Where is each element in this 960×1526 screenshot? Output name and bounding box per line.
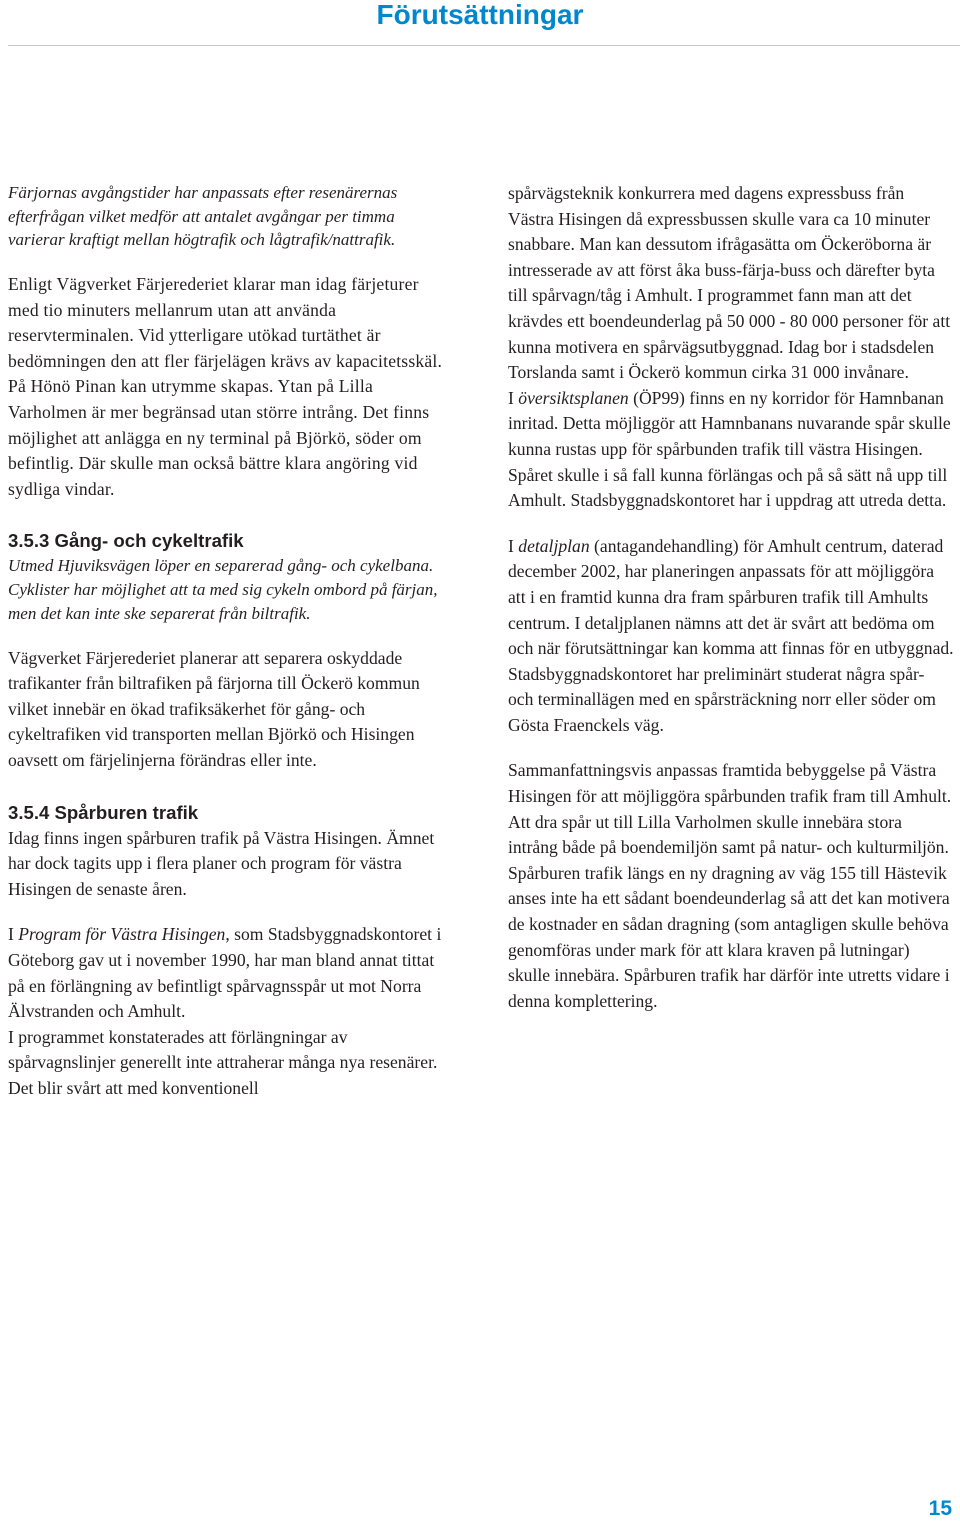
program-paragraph-start: I [8, 924, 19, 945]
header-divider [8, 45, 960, 46]
program-paragraph [8, 922, 454, 1024]
rail-intro-paragraph: Idag finns ingen spårburen trafik på Västra Hisingen. Ämnet har dock tagits upp i flera planer och program för västra Hisingen de senaste åren. [8, 827, 435, 899]
summary-paragraph: Sammanfattningsvis anpassas framtida bebyggelse på Västra Hisingen för att möjliggöra spårbunden trafik fram till Amhult. Att dra spår ut till Lilla Varholmen skulle innebära stora intrång både på boendemiljön samt på natur- och kulturmiljön. Spårburen trafik längs en ny dragning av väg 155 till Hästevik anses inte ha ett sådant boendeunderlag så att det kan motivera de kostnader en sådan dragning (som antagligen skulle behöva genomföras under mark för att klara kraven på lutningar) skulle innebära. Spårburen trafik har därför inte utretts vidare i denna komplettering. [508, 760, 952, 1011]
page-number: 15 [928, 1497, 952, 1520]
ferry-capacity-paragraph: Enligt Vägverket Färjerederiet klarar man idag färjeturer med tio minuters mellanrum utan att använda reservterminalen. Vid ytterligare utökad turtäthet är bedömningen den att fler färjelägen krävs av kapacitetsskäl. På Hönö Pinan kan utrymme skapas. Ytan på Lilla Varholmen är mer begränsad utan större intrång. Det finns möjlighet att anlägga en ny terminal på Björkö, söder om befintlig. Där skulle man också bättre klara angöring vid sydliga vindar. [8, 274, 443, 499]
right-column [508, 181, 954, 1034]
section-3-5-3-ingress: Utmed Hjuviksvägen löper en separerad gång- och cykelbana. Cyklister har möjlighet att ta med sig cykeln ombord på färjan, men det kan inte ske separerat från biltrafik. [8, 556, 438, 623]
overview-plan-start: I [508, 387, 519, 408]
express-bus-paragraph: spårvägsteknik konkurrera med dagens expressbuss från Västra Hisingen då expressbussen skulle vara ca 10 minuter snabbare. Man kan dessutom ifrågasätta om Öckeröborna är intresserade av att först åka buss-färja-buss och därefter byta till spårvagn/tåg i Amhult. I programmet fann man att det krävdes ett boendeunderlag på 50 000 - 80 000 personer för att kunna motivera en spårvägsutbyggnad. Idag bor i stadsdelen Torslanda samt i Öckerö kommun cirka 31 000 invånare. [508, 183, 951, 383]
intro-paragraph: Färjornas avgångstider har anpassats efter resenärernas efterfrågan vilket medför att antalet avgångar per timma varierar kraftigt mellan högtrafik och lågtrafik/nattrafik. [8, 183, 398, 250]
program-title: Program för Västra Hisingen [18, 924, 226, 945]
detail-plan-start: I [508, 535, 519, 556]
program-conclusion-paragraph: I programmet konstaterades att förlängningar av spårvagnslinjer generellt inte attraherar många nya resenärer. Det blir svårt att med konventionell [8, 1026, 438, 1098]
page-header [0, 0, 960, 48]
section-heading-3-5-4: 3.5.4 Spårburen trafik [8, 801, 199, 823]
program-paragraph-rest: , som Stadsbyggnadskontoret i Göteborg gav ut i november 1990, har man bland annat tittat på en förlängning av befintligt spårvagnsspår ut mot Norra Älvstranden och Amhult. [8, 924, 442, 1022]
detail-plan-title: detaljplan [518, 535, 590, 556]
overview-plan-rest: (ÖP99) finns en ny korridor för Hamnbanan inritad. Detta möjliggör att Hamnbanans nuvarande spår skulle kunna rustas upp för spårbunden trafik till västra Hisingen. Spåret skulle i så fall kunna förlängas och på så sätt nå upp till Amhult. Stadsbyggnadskontoret har i uppdrag att utreda detta. [508, 387, 951, 511]
page-title: Förutsättningar [376, 0, 584, 30]
section-heading-3-5-3: 3.5.3 Gång- och cykeltrafik [8, 530, 244, 552]
detail-plan-rest: (antagandehandling) för Amhult centrum, daterad december 2002, har planeringen anpassats för att möjliggöra att i en framtid kunna dra fram spårburen trafik till Amhults centrum. I detaljplanen nämns att det är svårt att bedöma om och när förutsättningar kan komma att finnas för en utbyggnad. Stadsbyggnadskontoret har preliminärt studerat några spår- och terminallägen med en spårsträckning norr eller söder om Gösta Fraenckels väg. [508, 535, 954, 735]
overview-plan-title: översiktsplanen [518, 387, 629, 408]
left-column [8, 181, 454, 1101]
ferry-separation-paragraph: Vägverket Färjerederiet planerar att separera oskyddade trafikanter från biltrafiken på färjorna till Öckerö kommun vilket innebär en ökad trafiksäkerhet för gång- och cykeltrafiken vid transporten mellan Björkö och Hisingen oavsett om färjelinjerna förändras eller inte. [8, 647, 420, 770]
detail-plan-paragraph [508, 534, 954, 739]
overview-plan-paragraph [508, 386, 954, 514]
